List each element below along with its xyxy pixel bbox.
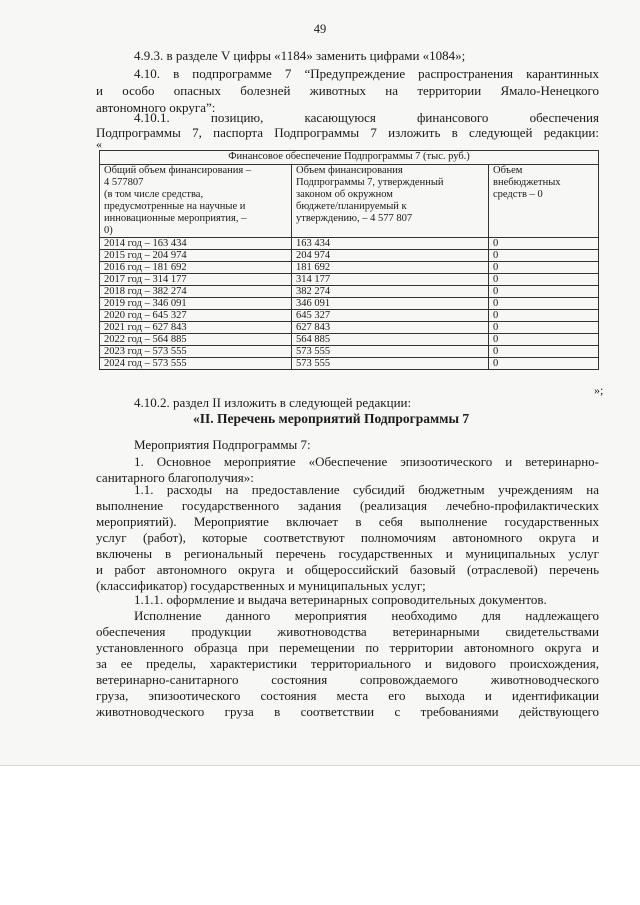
item-1-1-line: включены в региональный перечень государственных и муниципальных услуг [96,546,599,561]
header-approved-financing: Объем финансирования Подпрограммы 7, утвержденный законом об окружном бюджете/планируемый к утверждению, – 4 577 807 [292,165,489,238]
paragraph-4-10-1-line2: Подпрограммы 7, паспорта Подпрограммы 7 изложить в следующей редакции: [96,125,599,140]
table-row: 2023 год – 573 555 573 555 0 [100,346,599,358]
item-1-line1: 1. Основное мероприятие «Обеспечение эпизоотического и ветеринарно- [134,454,599,469]
measures-intro: Мероприятия Подпрограммы 7: [134,437,311,452]
table-row: 2022 год – 564 885 564 885 0 [100,334,599,346]
execution-line: Исполнение данного мероприятия необходимо для надлежащего [134,608,599,623]
execution-line: обеспечения продукции животноводства ветеринарными свидетельствами [96,624,599,639]
table-row: 2015 год – 204 974 204 974 0 [100,250,599,262]
execution-line: животноводческого груза в соответствии с требованиями действующего [96,704,599,719]
item-1-1-line: (классификатор) государственных и муниципальных услуг; [96,578,426,593]
execution-line: за ее пределы, характеристики территориального и видового происхождения, [96,656,599,671]
paragraph-4-9-3: 4.9.3. в разделе V цифры «1184» заменить цифрами «1084»; [134,48,466,63]
table-row: 2020 год – 645 327 645 327 0 [100,310,599,322]
table-row: 2016 год – 181 692 181 692 0 [100,262,599,274]
table-caption: Финансовое обеспечение Подпрограммы 7 (тыс. руб.) [100,151,599,165]
item-1-1-line: мероприятий). Мероприятие включает в себя выполнение государственных [96,514,599,529]
paragraph-4-10-1-line1: 4.10.1. позицию, касающуюся финансового обеспечения [134,110,599,125]
table-row: 2018 год – 382 274 382 274 0 [100,286,599,298]
header-extrabudgetary: Объем внебюджетных средств – 0 [489,165,599,238]
paragraph-4-10-2: 4.10.2. раздел II изложить в следующей редакции: [134,395,412,410]
closing-quote: »; [594,383,604,397]
item-1-1-line: услуг (работ), которые соответствуют полномочиям автономного округа и [96,530,599,545]
table-row: 2024 год – 573 555 573 555 0 [100,358,599,370]
execution-line: груза, эпизоотического состояния места его выхода и идентификации [96,688,599,703]
execution-line: ветеринарно-санитарного состояния сопровождаемого животноводческого [96,672,599,687]
paragraph-4-10-line2: и особо опасных болезней животных на территории Ямало-Ненецкого [96,83,599,98]
paragraph-4-10-line1: 4.10. в подпрограмме 7 “Предупреждение распространения карантинных [134,66,599,81]
table-row: 2014 год – 163 434 163 434 0 [100,238,599,250]
paragraph-4-10-line3: автономного округа”: [96,100,216,115]
item-1-1-line: выполнение государственного задания (реализация лечебно-профилактических [96,498,599,513]
item-1-1-line: и работ автономного округа и общероссийский базовый (отраслевой) перечень [96,562,599,577]
table-row: 2021 год – 627 843 627 843 0 [100,322,599,334]
page-number: 49 [313,22,327,36]
section-heading: «II. Перечень мероприятий Подпрограммы 7 [193,411,470,426]
table-row: 2017 год – 314 177 314 177 0 [100,274,599,286]
financing-table [99,150,599,370]
header-total-financing: Общий объем финансирования – 4 577807 (в том числе средства, предусмотренные на научные и инновационные мероприятия, – 0) [100,165,292,238]
execution-line: установленного образца при перемещении по территории автономного округа и [96,640,599,655]
opening-quote: « [96,137,102,151]
item-1-line2: санитарного благополучия»: [96,470,254,485]
item-1-1-1: 1.1.1. оформление и выдача ветеринарных сопроводительных документов. [134,592,547,607]
item-1-1-line: 1.1. расходы на предоставление субсидий бюджетным учреждениям на [134,482,599,497]
table-row: 2019 год – 346 091 346 091 0 [100,298,599,310]
table-header-row [100,165,599,238]
